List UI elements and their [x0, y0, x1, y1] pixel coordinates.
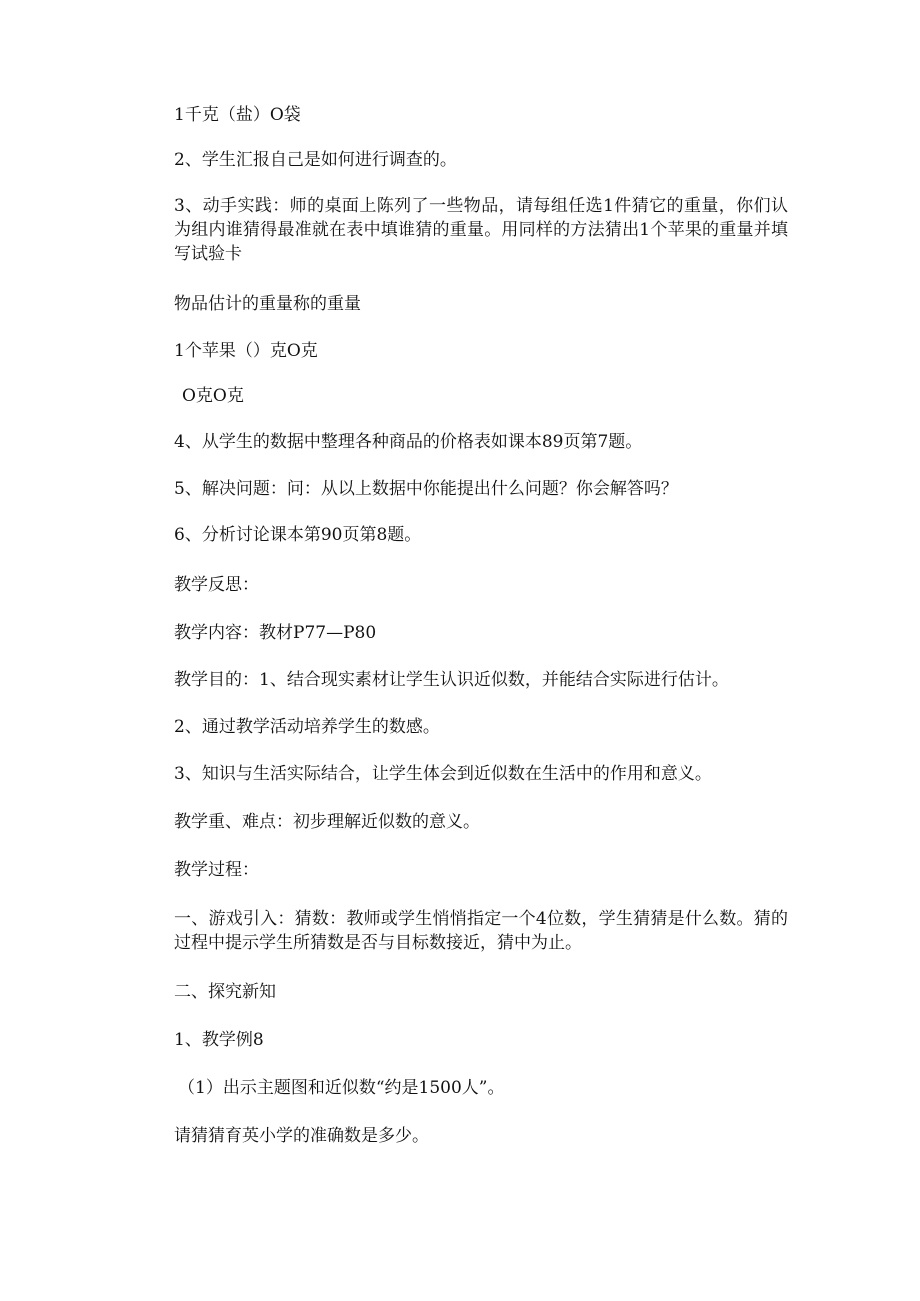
- heading-example-8: 1、教学例8: [174, 1030, 264, 1050]
- paragraph-game-intro-text: 一、游戏引入：猜数：教师或学生悄悄指定一个4位数，学生猜猜是什么数。猜的过程中提示学生所猜数是否与目标数接近，猜中为止。: [174, 909, 788, 953]
- table-header-line: 物品估计的重量称的重量: [174, 294, 361, 314]
- paragraph-step-5: 5、解决问题：问：从以上数据中你能提出什么问题？你会解答吗？: [174, 479, 678, 499]
- teaching-goal-3: 3、知识与生活实际结合，让学生体会到近似数在生活中的作用和意义。: [174, 764, 712, 784]
- paragraph-step-4: 4、从学生的数据中整理各种商品的价格表如课本89页第7题。: [174, 432, 643, 452]
- teaching-goal-2: 2、通过教学活动培养学生的数感。: [174, 717, 440, 737]
- paragraph-step-6: 6、分析讨论课本第90页第8题。: [174, 525, 422, 545]
- paragraph-step-3-text: 3、动手实践：师的桌面上陈列了一些物品，请每组任选1件猜它的重量，你们认为组内谁猜得最准就在表中填谁猜的重量。用同样的方法猜出1个苹果的重量并填写试验卡: [174, 196, 788, 264]
- table-row-apple: 1个苹果（）克O克: [174, 341, 318, 361]
- teaching-goal-1: 教学目的：1、结合现实素材让学生认识近似数，并能结合实际进行估计。: [174, 670, 729, 690]
- paragraph-step-2: 2、学生汇报自己是如何进行调查的。: [174, 150, 457, 170]
- paragraph-show-picture: （1）出示主题图和近似数“约是1500人”。: [178, 1078, 505, 1098]
- paragraph-salt: 1千克（盐）O袋: [174, 105, 301, 125]
- paragraph-guess: 请猜猜育英小学的准确数是多少。: [174, 1126, 429, 1146]
- heading-process: 教学过程：: [174, 860, 259, 880]
- heading-reflection: 教学反思：: [174, 575, 259, 595]
- paragraph-game-intro: [138, 907, 788, 955]
- teaching-content: 教学内容：教材P77—P80: [174, 623, 377, 643]
- paragraph-step-3: [138, 194, 788, 266]
- table-row-blank: O克O克: [182, 386, 244, 406]
- heading-explore: 二、探究新知: [174, 982, 276, 1002]
- teaching-key-points: 教学重、难点：初步理解近似数的意义。: [174, 812, 480, 832]
